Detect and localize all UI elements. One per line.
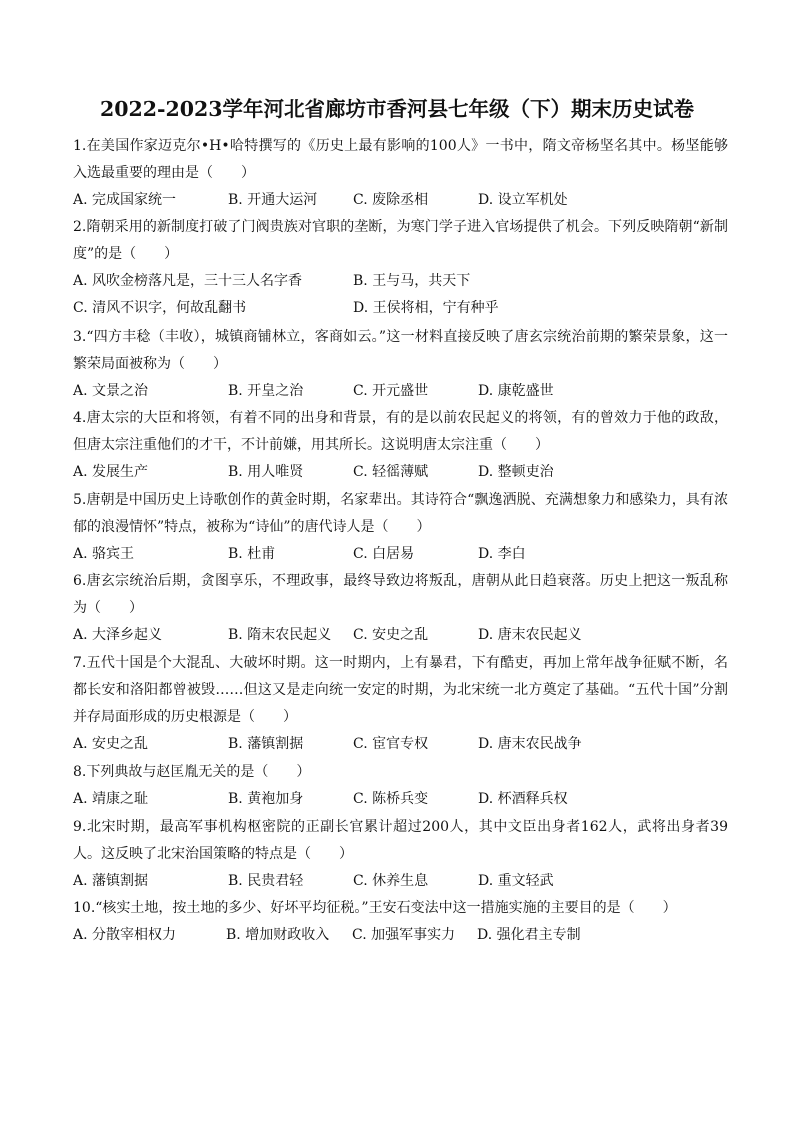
- option-c: C. 清风不识字，何故乱翻书: [73, 300, 247, 316]
- question-7: [73, 650, 728, 758]
- option-a: A. 文景之治: [73, 383, 149, 399]
- question-3: [73, 324, 728, 405]
- option-a: A. 分散宰相权力: [73, 927, 177, 943]
- option-c: C. 开元盛世: [353, 383, 429, 399]
- question-stem: 4.唐太宗的大臣和将领，有着不同的出身和背景，有的是以前农民起义的将领，有的曾效力于他的政敌，但唐太宗注重他们的才干，不计前嫌，用其所长。这说明唐太宗注重（ ）: [73, 410, 728, 453]
- option-a: A. 风吹金榜落凡是，三十三人名字香: [73, 273, 303, 289]
- question-1: [73, 133, 728, 214]
- option-b: B. 杜甫: [228, 546, 276, 562]
- option-c: C. 宦官专权: [353, 736, 429, 752]
- question-10: [73, 895, 728, 949]
- question-9: [73, 814, 728, 895]
- options-row: [73, 868, 728, 895]
- option-c: C. 废除丞相: [353, 192, 429, 208]
- option-d: D. 设立军机处: [478, 192, 568, 208]
- option-d: D. 强化君主专制: [477, 927, 581, 943]
- option-c: C. 轻徭薄赋: [353, 464, 429, 480]
- option-c: C. 加强军事实力: [352, 927, 456, 943]
- question-stem: 3.“四方丰稔（丰收），城镇商铺林立，客商如云。”这一材料直接反映了唐玄宗统治前期的繁荣景象，这一繁荣局面被称为（ ）: [73, 329, 728, 372]
- question-stem: 8.下列典故与赵匡胤无关的是（ ）: [73, 764, 311, 780]
- question-stem: 7.五代十国是个大混乱、大破坏时期。这一时期内，上有暴君，下有酷吏，再加上常年战争征赋不断，名都长安和洛阳都曾被毁……但这又是走向统一安定的时期，为北宋统一北方奠定了基础。“五代十国”分割并存局面形成的历史根源是（ ）: [73, 655, 728, 725]
- question-stem: 1.在美国作家迈克尔•H•哈特撰写的《历史上最有影响的100人》一书中，隋文帝杨坚名其中。杨坚能够入选最重要的理由是（ ）: [73, 138, 728, 181]
- option-b: B. 开通大运河: [228, 192, 318, 208]
- option-b: B. 民贵君轻: [228, 873, 304, 889]
- option-d: D. 唐末农民起义: [478, 627, 582, 643]
- options-row: [73, 459, 728, 486]
- options-row: [73, 922, 728, 949]
- options-row: [73, 295, 728, 322]
- question-stem: 2.隋朝采用的新制度打破了门阀贵族对官职的垄断，为寒门学子进入官场提供了机会。下列反映隋朝“新制度”的是（ ）: [73, 219, 728, 262]
- question-8: [73, 759, 728, 813]
- option-a: A. 骆宾王: [73, 546, 135, 562]
- options-row: [73, 731, 728, 758]
- option-b: B. 黄袍加身: [228, 791, 304, 807]
- question-6: [73, 568, 728, 649]
- question-stem: 5.唐朝是中国历史上诗歌创作的黄金时期，名家辈出。其诗符合“飘逸洒脱、充满想象力和感染力，具有浓郁的浪漫情怀”特点，被称为“诗仙”的唐代诗人是（ ）: [73, 492, 728, 535]
- option-d: D. 唐末农民战争: [478, 736, 582, 752]
- option-b: B. 藩镇割据: [228, 736, 304, 752]
- question-4: [73, 405, 728, 486]
- option-c: C. 安史之乱: [353, 627, 429, 643]
- options-row: [73, 541, 728, 568]
- option-d: D. 康乾盛世: [478, 383, 554, 399]
- options-row: [73, 187, 728, 214]
- options-row: [73, 378, 728, 405]
- option-c: C. 休养生息: [353, 873, 429, 889]
- option-d: D. 李白: [478, 546, 526, 562]
- options-row: [73, 268, 728, 295]
- option-c: C. 陈桥兵变: [353, 791, 429, 807]
- option-a: A. 发展生产: [73, 464, 149, 480]
- option-a: A. 藩镇割据: [73, 873, 149, 889]
- question-5: [73, 487, 728, 568]
- option-d: D. 杯酒释兵权: [478, 791, 568, 807]
- option-d: D. 重文轻武: [478, 873, 554, 889]
- question-stem: 10.“核实土地，按土地的多少、好坏平均征税。”王安石变法中这一措施实施的主要目的是（ ）: [73, 900, 677, 916]
- option-a: A. 靖康之耻: [73, 791, 149, 807]
- options-row: [73, 786, 728, 813]
- option-d: D. 王侯将相，宁有种乎: [353, 300, 499, 316]
- question-2: [73, 214, 728, 322]
- option-b: B. 用人唯贤: [228, 464, 304, 480]
- option-a: A. 完成国家统一: [73, 192, 177, 208]
- option-a: A. 安史之乱: [73, 736, 149, 752]
- option-b: B. 开皇之治: [228, 383, 304, 399]
- option-b: B. 隋末农民起义: [228, 627, 332, 643]
- option-b: B. 王与马，共天下: [353, 273, 471, 289]
- option-a: A. 大泽乡起义: [73, 627, 163, 643]
- question-stem: 9.北宋时期，最高军事机构枢密院的正副长官累计超过200人，其中文臣出身者162人，武将出身者39人。这反映了北宋治国策略的特点是（ ）: [73, 819, 728, 862]
- option-b: B. 增加财政收入: [226, 927, 330, 943]
- option-d: D. 整顿吏治: [478, 464, 554, 480]
- options-row: [73, 622, 728, 649]
- question-stem: 6.唐玄宗统治后期，贪图享乐，不理政事，最终导致边将叛乱，唐朝从此日趋衰落。历史上把这一叛乱称为（ ）: [73, 573, 728, 616]
- option-c: C. 白居易: [353, 546, 415, 562]
- exam-title: 2022-2023学年河北省廊坊市香河县七年级（下）期末历史试卷: [99, 97, 695, 121]
